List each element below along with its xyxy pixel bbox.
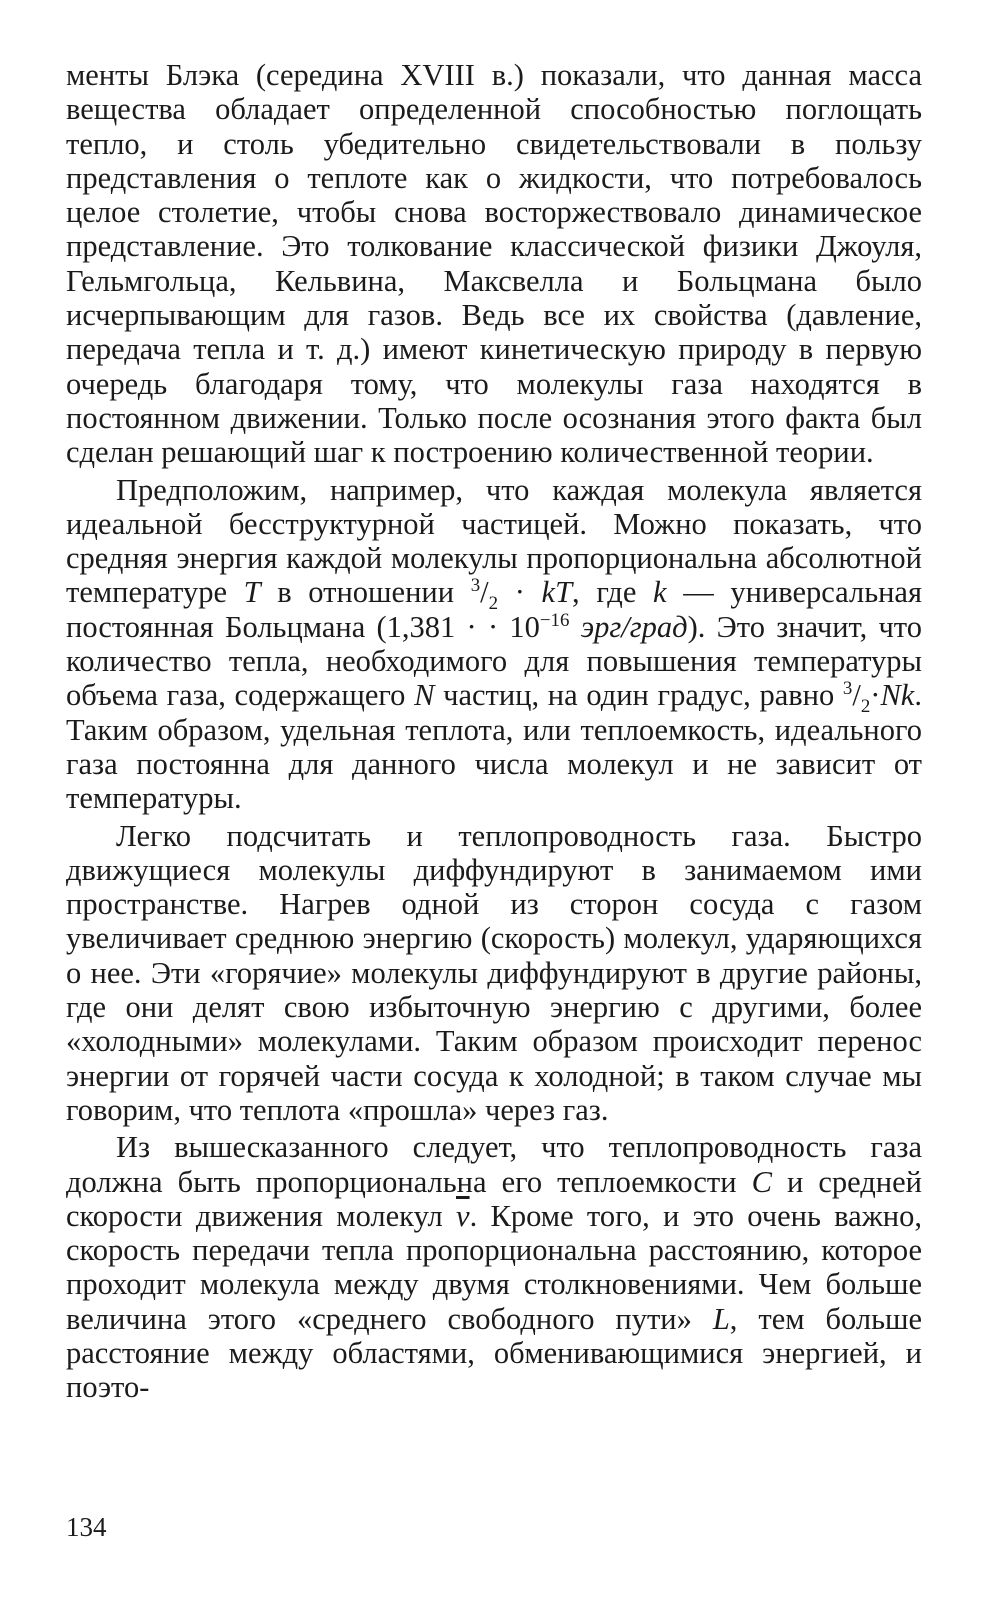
symbol-kT: kT: [541, 575, 573, 610]
p2-dot: ·: [498, 575, 542, 610]
paragraph-1: менты Блэка (середина XVIII в.) показали, что данная масса вещества обладает определенной способностью поглощать тепло, и столь убедительно свидетельствовали в пользу представления о теплоте как о жидкости, что потребовалось целое столетие, чтобы снова восторжествовало динамическое представление. Это толкование классической физики Джоуля, Гельмгольца, Кельвина, Максвелла и Больцмана было исчерпывающим для газов. Ведь все их свойства (давление, передача тепла и т. д.) имеют кинетическую природу в первую очередь благодаря тому, что молекулы газа находятся в постоянном движении. Только после осознания этого факта был сделан решающий шаг к построению количественной теории.: [66, 58, 922, 470]
symbol-k: k: [653, 575, 667, 610]
symbol-v-bar: $\overline{v}$: [456, 1198, 470, 1233]
fraction2-numerator: 3: [842, 678, 853, 700]
paragraph-4: [66, 1130, 922, 1404]
page-body: [66, 58, 922, 1405]
p2-dot-2: ·: [870, 678, 881, 713]
fraction2-denominator: 2: [860, 696, 871, 718]
p4-text-4: , тем больше расстояние между областями, обменивающимися энергией, и поэто-: [66, 1301, 923, 1405]
p2-text-7: . Таким образом, удельная теплота, или теплоемкость, идеального газа постоянна для данного числа молекул и не зависит от температуры.: [66, 678, 922, 816]
symbol-N: N: [414, 678, 435, 713]
p2-text-3: , где: [572, 575, 654, 610]
p2-text-5: ). Это значит, что количество тепла, необходимого для повышения температуры объема газа, содержащего: [66, 609, 922, 713]
symbol-Nk: Nk: [880, 678, 915, 713]
paragraph-2: Предположим, например, что каждая молекула является идеальной бесструктурной частицей. Можно показать, что средняя энергия каждой молекулы пропорциональна абсолютной температуре T в отношении $^3/_2$ · kT, где k — универсальная постоянная Больцмана (1,381 · · $10^{-16}$ эрг/град). Это значит, что количество тепла, необходимого для повышения температуры объема газа, содержащего N частиц, на один градус, равно $^3/_2\cdot Nk$. Таким образом, удельная теплота, или теплоемкость, идеального газа постоянна для данного числа молекул и не зависит от температуры.: [66, 472, 922, 816]
fraction-numerator: 3: [470, 575, 481, 597]
fraction-denominator: 2: [488, 593, 499, 615]
paragraph-3: Легко подсчитать и теплопроводность газа. Быстро движущиеся молекулы диффундируют в занимаемом ими пространстве. Нагрев одной из сторон сосуда с газом увеличивает среднюю энергию (скорость) молекул, ударяющихся о нее. Эти «горячие» молекулы диффундируют в другие районы, где они делят свою избыточную энергию с другими, более «холодными» молекулами. Таким образом происходит перенос энергии от горячей части сосуда к холодной; в таком случае мы говорим, что теплота «прошла» через газ.: [66, 818, 922, 1127]
symbol-L: L: [712, 1301, 730, 1336]
exponent: −16: [539, 609, 570, 631]
unit-erg-per-degree: эрг/град: [569, 609, 688, 644]
symbol-T: T: [243, 575, 261, 610]
p2-text-1: Предположим, например, что каждая молекула является идеальной бесструктурной частицей. Можно показать, что средняя энергия каждой молекулы пропорциональна абсолютной температуре: [66, 472, 922, 610]
p2-text-2: в отношении: [260, 575, 471, 610]
p4-text-3: . Кроме того, и это очень важно, скорость передачи тепла пропорциональна расстоянию, которое проходит молекула между двумя столкновениями. Чем больше величина этого «среднего свободного пути»: [66, 1198, 922, 1336]
page-number: 134: [66, 1512, 107, 1542]
p4-text-1: Из вышесказанного следует, что теплопроводность газа должна быть пропорциональна его теплоемкости: [66, 1130, 922, 1199]
p2-text-6: частиц, на один градус, равно: [434, 678, 843, 713]
symbol-C: C: [751, 1164, 772, 1199]
p2-text-4: — универсальная постоянная Больцмана (1,381 · · 10: [66, 575, 922, 644]
p4-text-2: и средней скорости движения молекул: [66, 1164, 922, 1233]
